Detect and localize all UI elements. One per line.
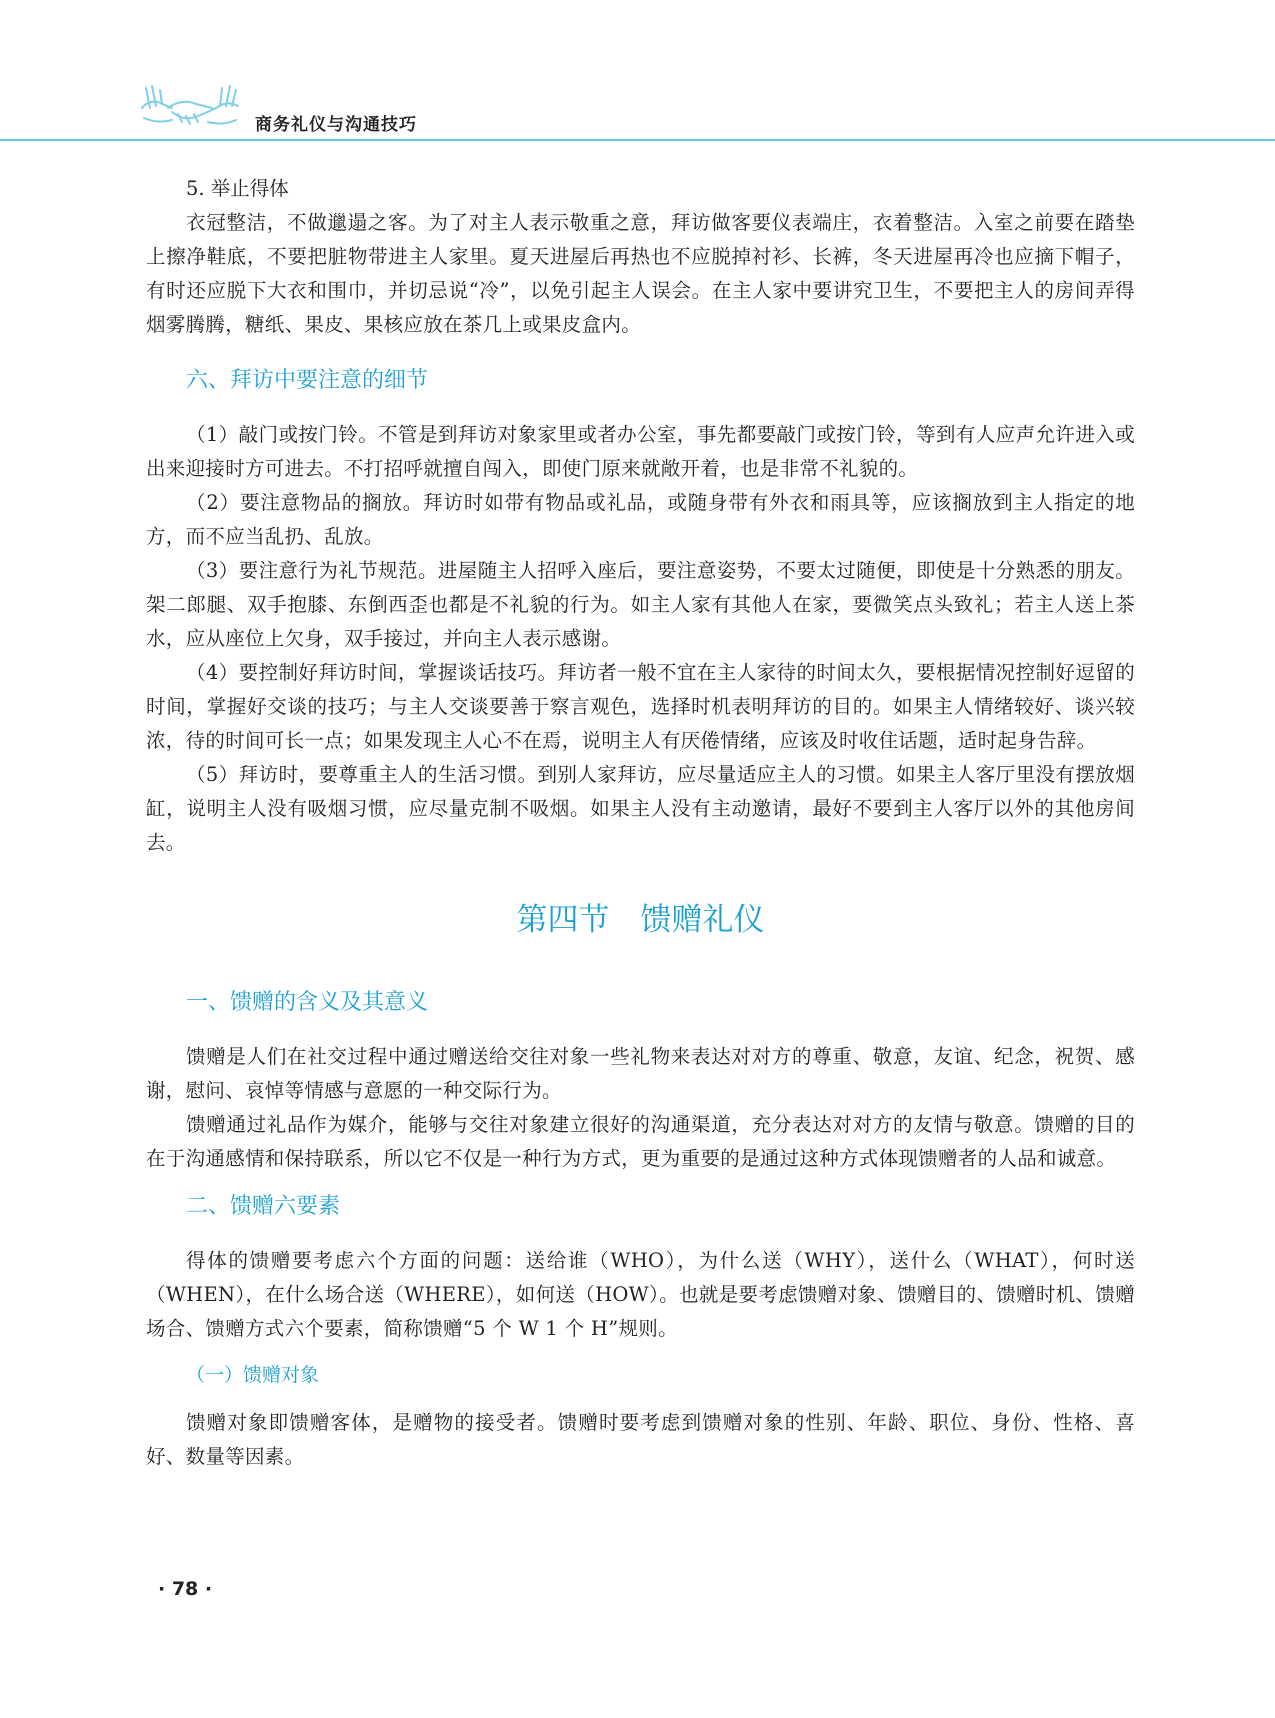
subsection-heading: 5. 举止得体 (186, 177, 289, 200)
section-title: 第四节 馈赠礼仪 (516, 902, 765, 938)
book-title: 商务礼仪与沟通技巧 (255, 115, 417, 135)
page-header (0, 0, 1275, 150)
heading-gift-elements: 二、馈赠六要素 (186, 1194, 341, 1219)
paragraph: （3）要注意行为礼节规范。进屋随主人招呼入座后，要注意姿势，不要太过随便，即使是十分熟悉的朋友。架二郎腿、双手抱膝、东倒西歪也都是不礼貌的行为。如主人家有其他人在家，要微笑点头致礼；若主人送上茶水，应从座位上欠身，双手接过，并向主人表示感谢。 (146, 559, 1135, 650)
paragraph: （4）要控制好拜访时间，掌握谈话技巧。拜访者一般不宜在主人家待的时间太久，要根据情况控制好逗留的时间，掌握好交谈的技巧；与主人交谈要善于察言观色，选择时机表明拜访的目的。如果主人情绪较好、谈兴较浓，待的时间可长一点；如果发现主人心不在焉，说明主人有厌倦情绪，应该及时收住话题，适时起身告辞。 (146, 661, 1135, 752)
page-number: · 78 · (158, 1578, 213, 1600)
header-divider (0, 139, 1275, 141)
page-content (146, 172, 1135, 1474)
heading-gift-recipient: （一）馈赠对象 (186, 1364, 320, 1386)
paragraph: 衣冠整洁，不做邋遢之客。为了对主人表示敬重之意，拜访做客要仪表端庄，衣着整洁。入室之前要在踏垫上擦净鞋底，不要把脏物带进主人家里。夏天进屋后再热也不应脱掉衬衫、长裤，冬天进屋再冷也应摘下帽子，有时还应脱下大衣和围巾，并切忌说“冷”，以免引起主人误会。在主人家中要讲究卫生，不要把主人的房间弄得烟雾腾腾，糖纸、果皮、果核应放在茶几上或果皮盒内。 (146, 211, 1135, 336)
paragraph: 馈赠通过礼品作为媒介，能够与交往对象建立很好的沟通渠道，充分表达对对方的友情与敬意。馈赠的目的在于沟通感情和保持联系，所以它不仅是一种行为方式，更为重要的是通过这种方式体现馈赠者的人品和诚意。 (146, 1113, 1135, 1170)
paragraph: 馈赠对象即馈赠客体，是赠物的接受者。馈赠时要考虑到馈赠对象的性别、年龄、职位、身份、性格、喜好、数量等因素。 (146, 1411, 1135, 1468)
handshake-icon (138, 78, 242, 134)
paragraph: 得体的馈赠要考虑六个方面的问题：送给谁（WHO），为什么送（WHY），送什么（WHAT），何时送（WHEN），在什么场合送（WHERE），如何送（HOW）。也就是要考虑馈赠对象、馈赠目的、馈赠时机、馈赠场合、馈赠方式六个要素，简称馈赠“5 个 W 1 个 H”规则。 (146, 1249, 1135, 1340)
paragraph: （2）要注意物品的搁放。拜访时如带有物品或礼品，或随身带有外衣和雨具等，应该搁放到主人指定的地方，而不应当乱扔、乱放。 (146, 491, 1135, 548)
paragraph: （5）拜访时，要尊重主人的生活习惯。到别人家拜访，应尽量适应主人的习惯。如果主人客厅里没有摆放烟缸，说明主人没有吸烟习惯，应尽量克制不吸烟。如果主人没有主动邀请，最好不要到主人客厅以外的其他房间去。 (146, 763, 1135, 854)
heading-gift-meaning: 一、馈赠的含义及其意义 (186, 990, 429, 1015)
heading-visit-details: 六、拜访中要注意的细节 (186, 368, 429, 393)
paragraph: （1）敲门或按门铃。不管是到拜访对象家里或者办公室，事先都要敲门或按门铃，等到有人应声允许进入或出来迎接时方可进去。不打招呼就擅自闯入，即使门原来就敞开着，也是非常不礼貌的。 (146, 423, 1135, 480)
paragraph: 馈赠是人们在社交过程中通过赠送给交往对象一些礼物来表达对对方的尊重、敬意，友谊、纪念，祝贺、感谢，慰问、哀悼等情感与意愿的一种交际行为。 (146, 1045, 1135, 1102)
